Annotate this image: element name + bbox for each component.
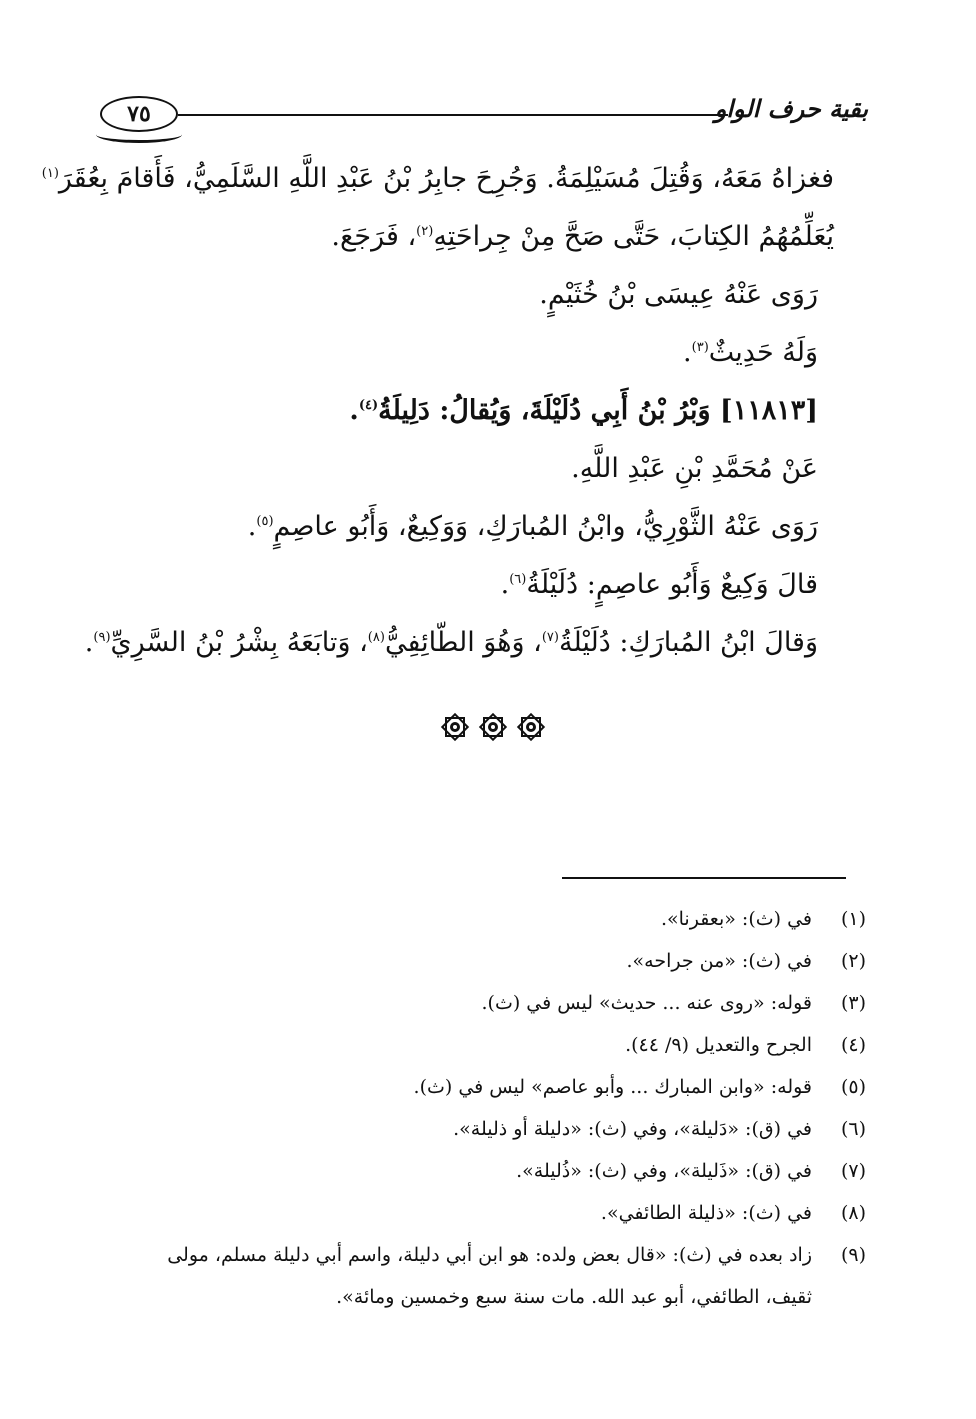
text-segment: ، فَرَجَعَ. [331, 221, 417, 252]
text-line-6: عَنْ مُحَمَّدِ بْنِ عَبْدِ اللَّهِ. [571, 453, 818, 484]
footnote-text: في (ث): «ذليلة الطائفي». [600, 1202, 812, 1224]
text-segment: . [84, 627, 94, 658]
text-segment: . [349, 395, 359, 426]
page-number: ٧٥ [127, 101, 151, 127]
footnote-number: (٩) [840, 1244, 866, 1266]
text-segment: رَوَى عَنْهُ الثَّوْرِيُّ، وابْنُ المُبارَكِ، وَوَكِيعٌ، وَأَبُو عاصِمٍ [273, 511, 818, 542]
text-line-4 [132, 324, 834, 382]
star-rosette-icon [478, 712, 508, 742]
footnote-ref-9[interactable]: (٩) [93, 630, 111, 645]
section-ornaments [440, 712, 550, 752]
text-line-1 [41, 150, 834, 208]
footnote-item [128, 1024, 866, 1066]
footnote-number: (٨) [840, 1202, 866, 1224]
footnote-text: قوله: «وابن المبارك ... وأبو عاصم» ليس في (ث). [413, 1076, 812, 1098]
footnote-ref-8[interactable]: (٨) [367, 630, 385, 645]
footnote-ref-6[interactable]: (٦) [509, 572, 527, 587]
footnote-separator [562, 877, 846, 879]
footnote-ref-4[interactable]: (٤) [358, 398, 379, 413]
footnote-item [128, 1150, 866, 1192]
footnote-item [128, 1108, 866, 1150]
footnote-number: (٤) [840, 1034, 866, 1056]
footnote-ref-7[interactable]: (٧) [541, 630, 559, 645]
header-title: بقية حرف الواو [714, 94, 868, 123]
running-header [100, 92, 868, 136]
text-segment: . [683, 337, 692, 368]
footnote-item [128, 982, 866, 1024]
footnote-number: (٧) [840, 1160, 866, 1182]
text-line-9 [84, 614, 834, 672]
header-rule [178, 114, 728, 116]
footnote-text: قوله: «روى عنه ... حديث» ليس في (ث). [481, 992, 812, 1014]
footnote-number: (٦) [840, 1118, 866, 1140]
footnote-item [128, 1234, 866, 1318]
text-line-2 [132, 208, 834, 266]
footnote-text: في (ق): «ذَليلة»، وفي (ث): «ذُليلة». [516, 1160, 812, 1182]
text-segment: فغزاهُ مَعَهُ، وَقُتِلَ مُسَيْلِمَةُ. وَجُرِحَ جابِرُ بْنُ عَبْدِ اللَّهِ السَّلَمِيُّ، فَأَقامَ بِعُقَرَ [58, 163, 834, 194]
main-text [41, 150, 834, 672]
footnote-ref-1[interactable]: (١) [41, 166, 59, 181]
text-line-8 [132, 556, 834, 614]
footnote-item [128, 1066, 866, 1108]
entry-heading [132, 382, 834, 440]
footnote-number: (١) [840, 908, 866, 930]
star-rosette-icon [440, 712, 470, 742]
footnotes [128, 898, 866, 1318]
footnote-item [128, 898, 866, 940]
text-segment: وَقالَ ابْنُ المُبارَكِ: دُلَيْلَةُ [558, 627, 818, 658]
text-line-3: رَوَى عَنْهُ عِيسَى بْنُ خُثَيْمٍ. [539, 279, 818, 310]
footnote-item [128, 1192, 866, 1234]
footnote-ref-2[interactable]: (٢) [416, 224, 434, 239]
footnote-item [128, 940, 866, 982]
text-segment: . [500, 569, 510, 600]
footnote-ref-5[interactable]: (٥) [256, 514, 274, 529]
footnote-number: (٢) [840, 950, 866, 972]
star-rosette-icon [516, 712, 546, 742]
footnote-text: زاد بعده في (ث): «قال بعض ولده: هو ابن أبي دليلة، واسم أبي دليلة مسلم، مولى ثقيف، الطائفي، أبو عبد الله. مات سنة سبع وخمسين ومائة». [167, 1244, 812, 1308]
text-line-7 [132, 498, 834, 556]
footnote-number: (٣) [840, 992, 866, 1014]
footnote-number: (٥) [840, 1076, 866, 1098]
text-segment: ، وَهُوَ الطّائِفِيُّ [384, 627, 542, 658]
text-segment: يُعَلِّمُهُمُ الكِتابَ، حَتَّى صَحَّ مِنْ جِراحَتِهِ [433, 221, 834, 252]
text-segment: . [247, 511, 257, 542]
text-segment: [١١٨١٣] وَبْرُ بْنُ أَبِي دُلَيْلَةَ، وَيُقالُ: دَلِيلَةُ [378, 395, 818, 426]
footnote-text: في (ث): «من جراحه». [626, 950, 812, 972]
footnote-text: الجرح والتعديل (٩/ ٤٤). [625, 1034, 812, 1056]
text-segment: قالَ وَكِيعٌ وَأَبُو عاصِمٍ: دُلَيْلَةُ [526, 569, 818, 600]
text-segment: ، وَتابَعَهُ بِشْرُ بْنُ السَّرِيِّ [110, 627, 368, 658]
footnote-ref-3[interactable]: (٣) [691, 340, 709, 355]
page-number-badge [100, 96, 178, 132]
text-segment: وَلَهُ حَدِيثٌ [708, 337, 818, 368]
footnote-text: في (ق): «دَليلة»، وفي (ث): «دليلة أو ذليلة». [453, 1118, 812, 1140]
footnote-text: في (ث): «بعقرنا». [660, 908, 812, 930]
